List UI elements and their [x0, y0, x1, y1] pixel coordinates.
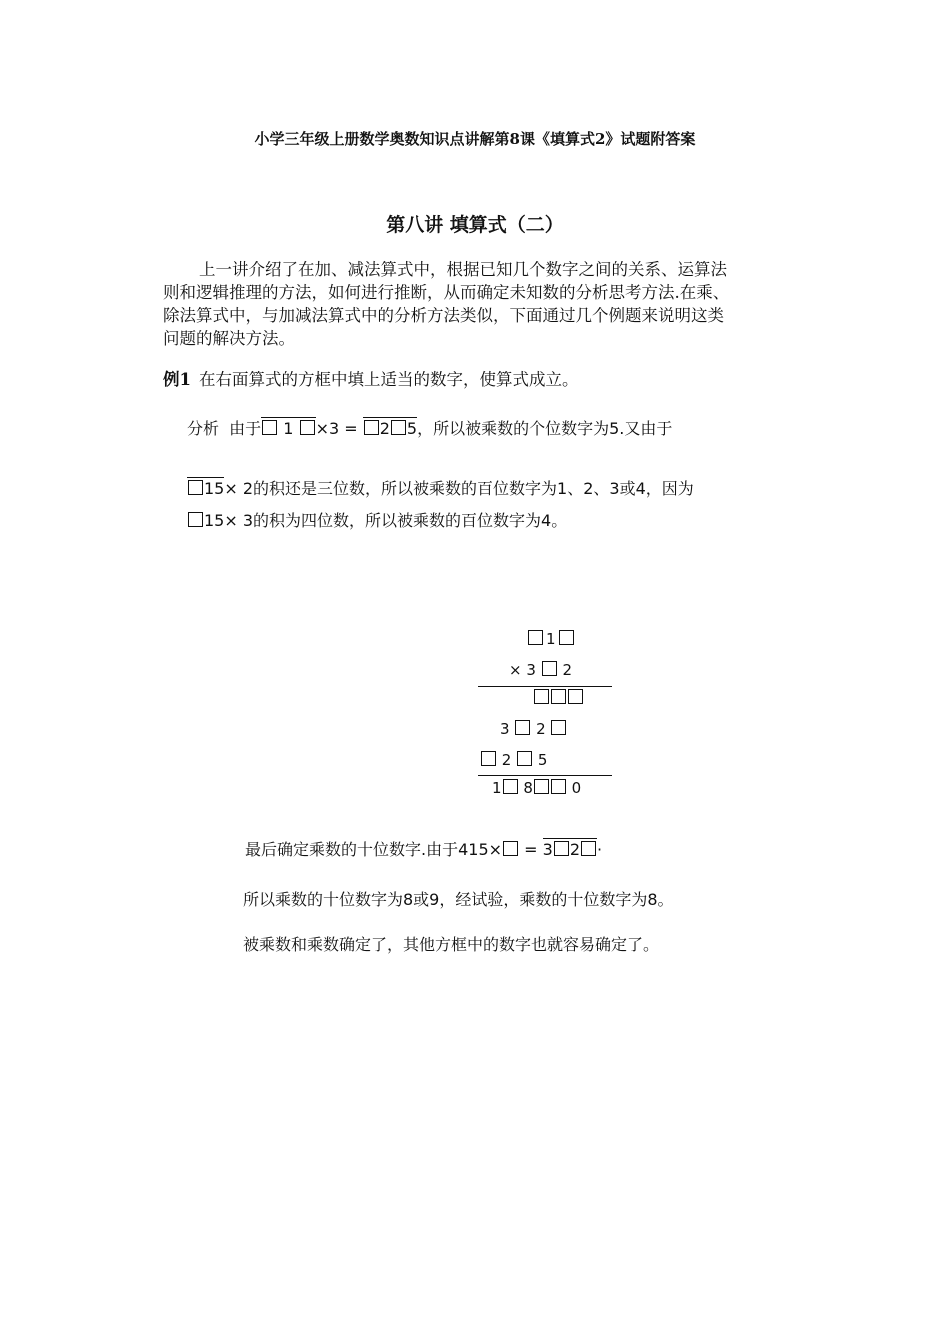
blank-box [188, 480, 203, 495]
overlined-number: 15 [187, 477, 224, 498]
conclusion-line-3: 被乘数和乘数确定了，其他方框中的数字也就容易确定了。 [243, 935, 660, 954]
multiplicand-row: 1 [527, 630, 575, 648]
intro-line: 问题的解决方法。 [163, 329, 295, 348]
blank-box [188, 512, 203, 527]
overlined-number: 1 [261, 417, 315, 438]
example-statement [163, 366, 578, 390]
blank-box [551, 779, 566, 794]
overlined-number: 3 2 [543, 838, 597, 859]
intro-line: 则和逻辑推理的方法，如何进行推断，从而确定未知数的分析思考方法.在乘、 [163, 283, 730, 302]
blank-box [503, 841, 518, 856]
blank-box [534, 689, 549, 704]
partial-product-1 [533, 689, 584, 707]
blank-box [534, 779, 549, 794]
blank-box [503, 779, 518, 794]
analysis-line-3: 15× 3的积为四位数，所以被乘数的百位数字为4。 [187, 508, 567, 531]
blank-box [551, 720, 566, 735]
blank-box [559, 630, 574, 645]
rule-line [478, 686, 612, 687]
blank-box [262, 420, 277, 435]
blank-box [300, 420, 315, 435]
final-product-row: 1 8 0 [492, 779, 582, 797]
blank-box [542, 661, 557, 676]
lecture-title: 第八讲 填算式（二） [386, 214, 564, 236]
intro-paragraph [163, 258, 823, 350]
blank-box [481, 751, 496, 766]
document-title: 小学三年级上册数学奥数知识点讲解第8课《填算式2》试题附答案 [254, 130, 696, 148]
intro-line: 上一讲介绍了在加、减法算式中，根据已知几个数字之间的关系、运算法 [199, 260, 727, 279]
analysis-line-2: 15× 2的积还是三位数，所以被乘数的百位数字为1、2、3或4，因为 [187, 476, 694, 499]
example-label: 例1 [163, 370, 191, 389]
overlined-number: 2 5 [363, 417, 417, 438]
multiplier-row: × 3 2 [509, 661, 572, 679]
blank-box [551, 689, 566, 704]
blank-box [581, 841, 596, 856]
number-with-blank: 15 [187, 511, 224, 530]
blank-box [517, 751, 532, 766]
blank-box [554, 841, 569, 856]
blank-box [391, 420, 406, 435]
partial-product-2: 3 2 [500, 720, 567, 738]
conclusion-line-1: 最后确定乘数的十位数字.由于415× = 3 2 · [245, 840, 603, 859]
blank-box [515, 720, 530, 735]
rule-line [478, 775, 612, 776]
partial-product-3: 2 5 [480, 751, 547, 769]
blank-box [528, 630, 543, 645]
conclusion-line-2: 所以乘数的十位数字为8或9，经试验，乘数的十位数字为8。 [243, 890, 674, 909]
analysis-lead: 分析 由于 [187, 419, 262, 438]
example-text: 在右面算式的方框中填上适当的数字，使算式成立。 [198, 370, 579, 389]
analysis-line-1: 分析 由于 1 ×3 = 2 5，所以被乘数的个位数字为5.又由于 [187, 419, 673, 438]
blank-box [568, 689, 583, 704]
intro-line: 除法算式中，与加减法算式中的分析方法类似，下面通过几个例题来说明这类 [163, 306, 724, 325]
blank-box [364, 420, 379, 435]
